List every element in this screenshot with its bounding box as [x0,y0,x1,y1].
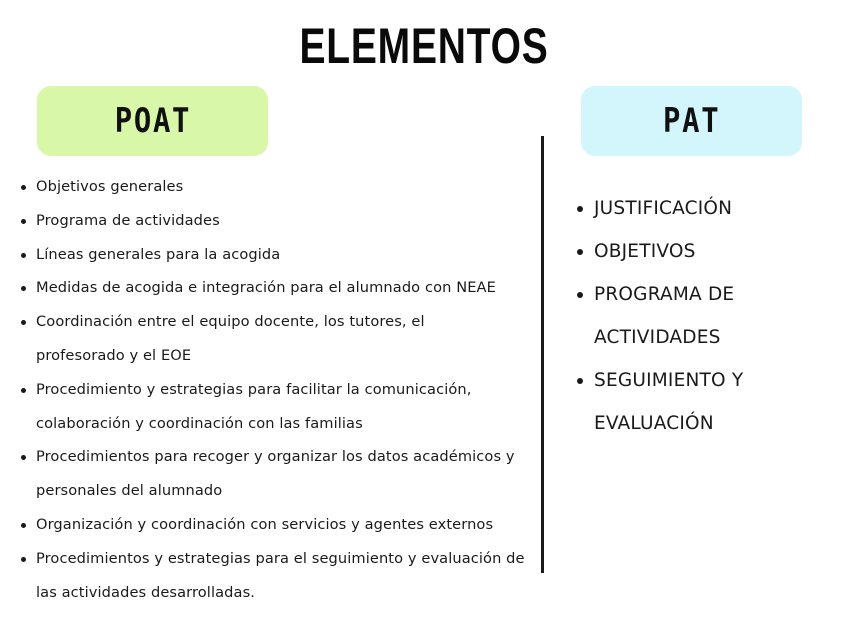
pat-heading-box [581,86,802,156]
column-divider [541,136,544,573]
pat-list-item: PROGRAMA DE ACTIVIDADES [576,273,764,359]
page-title: ELEMENTOS [299,18,549,74]
poat-list-item: Programa de actividades [20,204,530,238]
pat-heading: PAT [662,101,721,141]
poat-list-item: Coordinación entre el equipo docente, los tutores, el profesorado y el EOE [20,305,456,373]
poat-list-item: Procedimientos para recoger y organizar los datos académicos y personales del alumnado [20,440,530,508]
poat-list-item: Organización y coordinación con servicios y agentes externos [20,508,530,542]
poat-heading-box [37,86,268,156]
poat-list-item: Líneas generales para la acogida [20,238,530,272]
pat-list-item: OBJETIVOS [576,230,816,273]
pat-list-item: JUSTIFICACIÓN [576,187,816,230]
poat-list [20,170,530,609]
poat-list-item: Procedimiento y estrategias para facilitar la comunicación, colaboración y coordinación con las familias [20,373,506,441]
poat-list-item: Objetivos generales [20,170,530,204]
poat-heading: POAT [114,101,191,141]
poat-list-item: Procedimientos y estrategias para el seguimiento y evaluación de las actividades desarrolladas. [20,542,531,610]
pat-list [576,187,816,445]
pat-list-item: SEGUIMIENTO Y EVALUACIÓN [576,359,774,445]
poat-list-item: Medidas de acogida e integración para el alumnado con NEAE [20,271,530,305]
